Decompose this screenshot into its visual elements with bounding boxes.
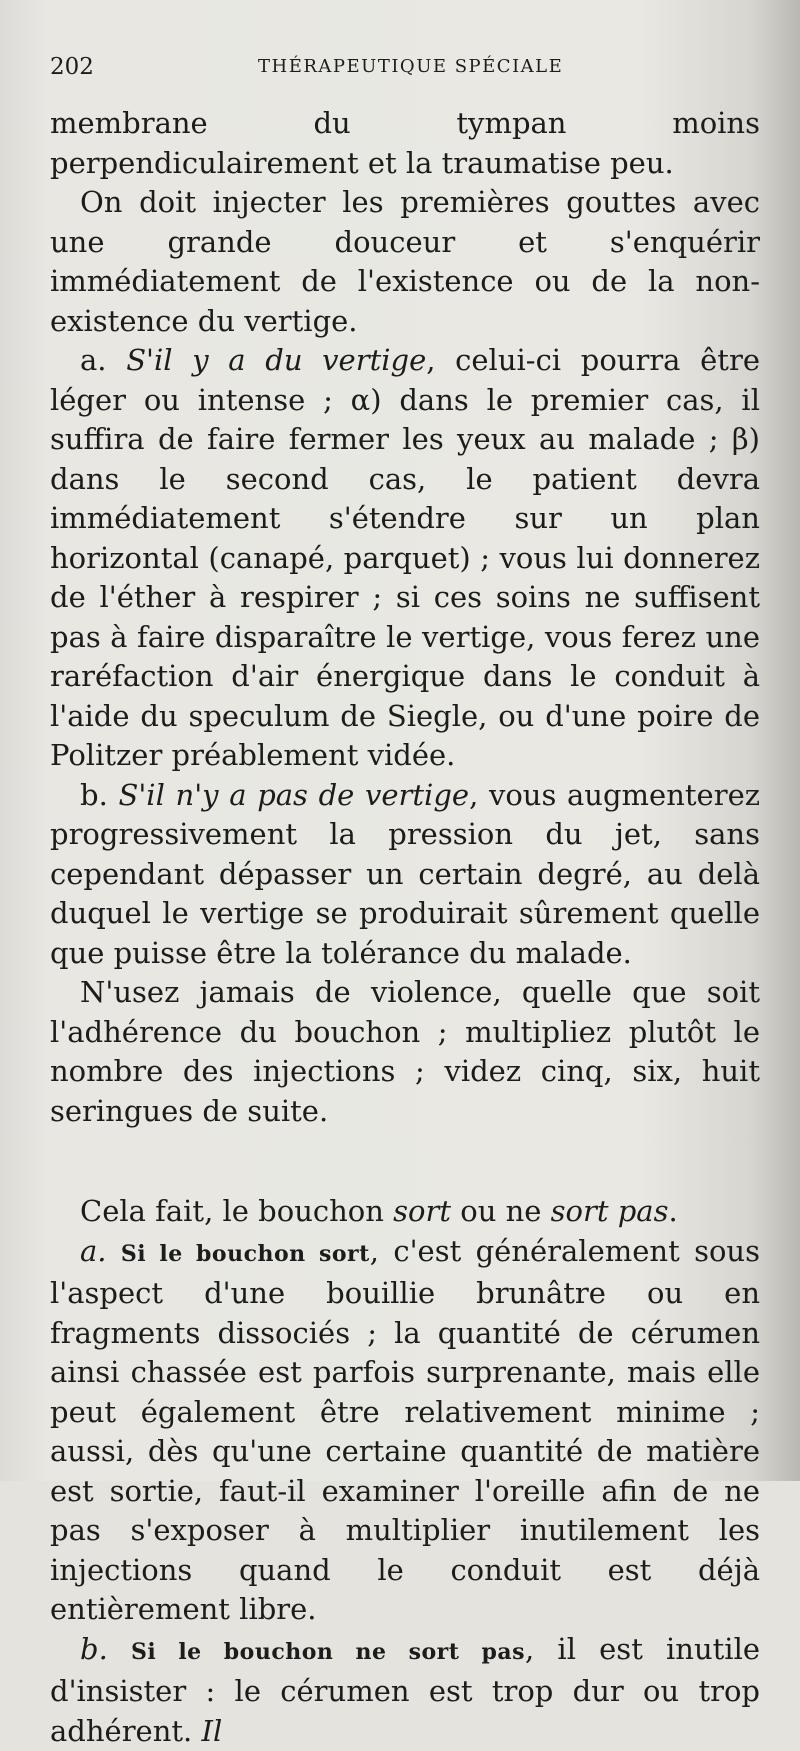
paragraph-vertigo-a: a. S'il y a du vertige, celui-ci pourra être léger ou intense ; α) dans le premier cas, il suffira de faire fermer les yeux au malade ; β) dans le second cas, le patient devra immédiatement s'étendre sur un plan horizontal (canapé, parquet) ; vous lui donnerez de l'éther à respirer ; si ces soins ne suffisent pas à faire disparaître le vertige, vous ferez une raréfaction d'air énergique dans le conduit à l'aide du speculum de Siegle, ou d'une poire de Politzer préablement vidée. bbox=[50, 341, 760, 776]
page-header bbox=[50, 44, 760, 88]
paragraph-plug-out: a. Si le bouchon sort, c'est généralement sous l'aspect d'une bouillie brunâtre ou en fragments dissociés ; la quantité de cérumen ainsi chassée est parfois surprenante, mais elle peut également être relativement minime ; aussi, dès qu'une certaine quantité de matière est sortie, faut-il examiner l'oreille afin de ne pas s'exposer à multiplier inutilement les injections quand le conduit est déjà entièrement libre. bbox=[50, 1232, 760, 1630]
paragraph-plug-stuck: b. Si le bouchon ne sort pas, il est inutile d'insister : le cérumen est trop dur ou trop adhérent. Il bbox=[50, 1630, 760, 1751]
paragraph-no-violence: N'usez jamais de violence, quelle que soit l'adhérence du bouchon ; multipliez plutôt le nombre des injections ; videz cinq, six, huit seringues de suite. bbox=[50, 973, 760, 1131]
paragraph-result: Cela fait, le bouchon sort ou ne sort pas. bbox=[50, 1192, 760, 1232]
running-title: THÉRAPEUTIQUE SPÉCIALE bbox=[258, 56, 563, 77]
section-gap bbox=[50, 1131, 760, 1192]
page-number: 202 bbox=[50, 54, 94, 80]
paragraph-continuation: membrane du tympan moins perpendiculairement et la traumatise peu. bbox=[50, 104, 760, 183]
page-body bbox=[50, 104, 760, 1751]
paragraph-injection: On doit injecter les premières gouttes avec une grande douceur et s'enquérir immédiatement de l'existence ou de la non-existence du vertige. bbox=[50, 183, 760, 341]
paragraph-vertigo-b: b. S'il n'y a pas de vertige, vous augmenterez progressivement la pression du jet, sans cependant dépasser un certain degré, au delà duquel le vertige se produirait sûrement quelle que puisse être la tolérance du malade. bbox=[50, 776, 760, 974]
